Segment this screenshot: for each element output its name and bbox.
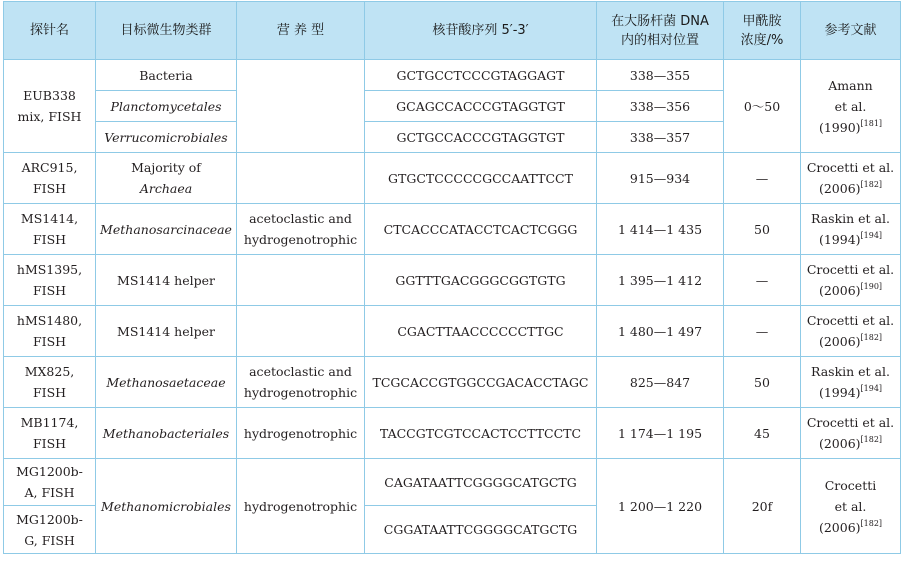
position-cell: 338—356 [597, 91, 724, 122]
probe-cell: EUB338 mix, FISH [4, 60, 96, 153]
probe-cell: MB1174, FISH [4, 408, 96, 459]
probe-cell: hMS1480, FISH [4, 306, 96, 357]
probe-table [3, 1, 901, 554]
sequence-cell: GGTTTGACGGGCGGTGTG [365, 255, 597, 306]
nutrition-cell [237, 306, 365, 357]
reference-cell: Raskin et al. (1994)[194] [801, 357, 901, 408]
target-cell: MS1414 helper [96, 255, 237, 306]
concentration-cell: 45 [724, 408, 801, 459]
target-cell: MS1414 helper [96, 306, 237, 357]
nutrition-cell: acetoclastic and hydrogenotrophic [237, 357, 365, 408]
target-cell: Bacteria [96, 60, 237, 91]
position-cell: 825—847 [597, 357, 724, 408]
concentration-cell: 0～50 [724, 60, 801, 153]
concentration-cell: — [724, 153, 801, 204]
target-cell: Majority of Archaea [96, 153, 237, 204]
sequence-cell: GCTGCCACCCGTAGGTGT [365, 122, 597, 153]
reference-cell: Crocetti et al. (2006)[182] [801, 459, 901, 554]
concentration-cell: 50 [724, 357, 801, 408]
target-cell: Methanosarcinaceae [96, 204, 237, 255]
position-cell: 1 414—1 435 [597, 204, 724, 255]
reference-cell: Crocetti et al. (2006)[190] [801, 255, 901, 306]
target-cell: Methanosaetaceae [96, 357, 237, 408]
sequence-cell: TCGCACCGTGGCCGACACCTAGC [365, 357, 597, 408]
table-row [4, 459, 901, 506]
concentration-cell: 50 [724, 204, 801, 255]
position-cell: 1 395—1 412 [597, 255, 724, 306]
header-probe-name: 探针名 [4, 2, 96, 60]
reference-cell: Crocetti et al. (2006)[182] [801, 153, 901, 204]
probe-cell: MG1200b- G, FISH [4, 506, 96, 554]
position-cell: 1 174—1 195 [597, 408, 724, 459]
reference-cell: Crocetti et al. (2006)[182] [801, 408, 901, 459]
position-cell: 338—355 [597, 60, 724, 91]
header-target-group: 目标微生物类群 [96, 2, 237, 60]
concentration-cell: — [724, 306, 801, 357]
nutrition-cell: hydrogenotrophic [237, 459, 365, 554]
sequence-cell: GCTGCCTCCCGTAGGAGT [365, 60, 597, 91]
nutrition-cell [237, 60, 365, 153]
sequence-cell: GCAGCCACCCGTAGGTGT [365, 91, 597, 122]
table-row [4, 306, 901, 357]
position-cell: 338—357 [597, 122, 724, 153]
nutrition-cell: hydrogenotrophic [237, 408, 365, 459]
probe-cell: MG1200b- A, FISH [4, 459, 96, 506]
target-cell: Methanobacteriales [96, 408, 237, 459]
nutrition-cell [237, 153, 365, 204]
nutrition-cell [237, 255, 365, 306]
nutrition-cell: acetoclastic and hydrogenotrophic [237, 204, 365, 255]
concentration-cell: — [724, 255, 801, 306]
header-nutrition: 营 养 型 [237, 2, 365, 60]
table-row [4, 204, 901, 255]
header-position: 在大肠杆菌 DNA 内的相对位置 [597, 2, 724, 60]
probe-cell: MX825, FISH [4, 357, 96, 408]
sequence-cell: CGACTTAACCCCCCTTGC [365, 306, 597, 357]
target-cell: Verrucomicrobiales [96, 122, 237, 153]
table-row [4, 255, 901, 306]
position-cell: 915—934 [597, 153, 724, 204]
sequence-cell: GTGCTCCCCCGCCAATTCCT [365, 153, 597, 204]
table-row [4, 357, 901, 408]
reference-cell: Raskin et al. (1994)[194] [801, 204, 901, 255]
header-sequence: 核苷酸序列 5′-3′ [365, 2, 597, 60]
probe-cell: MS1414, FISH [4, 204, 96, 255]
header-row [4, 2, 901, 60]
header-reference: 参考文献 [801, 2, 901, 60]
table-row [4, 153, 901, 204]
reference-cell: Amann et al. (1990)[181] [801, 60, 901, 153]
probe-cell: hMS1395, FISH [4, 255, 96, 306]
sequence-cell: CTCACCCATACCTCACTCGGG [365, 204, 597, 255]
table-row [4, 408, 901, 459]
target-cell: Planctomycetales [96, 91, 237, 122]
position-cell: 1 480—1 497 [597, 306, 724, 357]
header-formamide: 甲酰胺 浓度/% [724, 2, 801, 60]
sequence-cell: CGGATAATTCGGGGCATGCTG [365, 506, 597, 554]
concentration-cell: 20f [724, 459, 801, 554]
target-cell: Methanomicrobiales [96, 459, 237, 554]
sequence-cell: CAGATAATTCGGGGCATGCTG [365, 459, 597, 506]
reference-cell: Crocetti et al. (2006)[182] [801, 306, 901, 357]
table-row [4, 60, 901, 91]
probe-cell: ARC915, FISH [4, 153, 96, 204]
sequence-cell: TACCGTCGTCCACTCCTTCCTC [365, 408, 597, 459]
position-cell: 1 200—1 220 [597, 459, 724, 554]
